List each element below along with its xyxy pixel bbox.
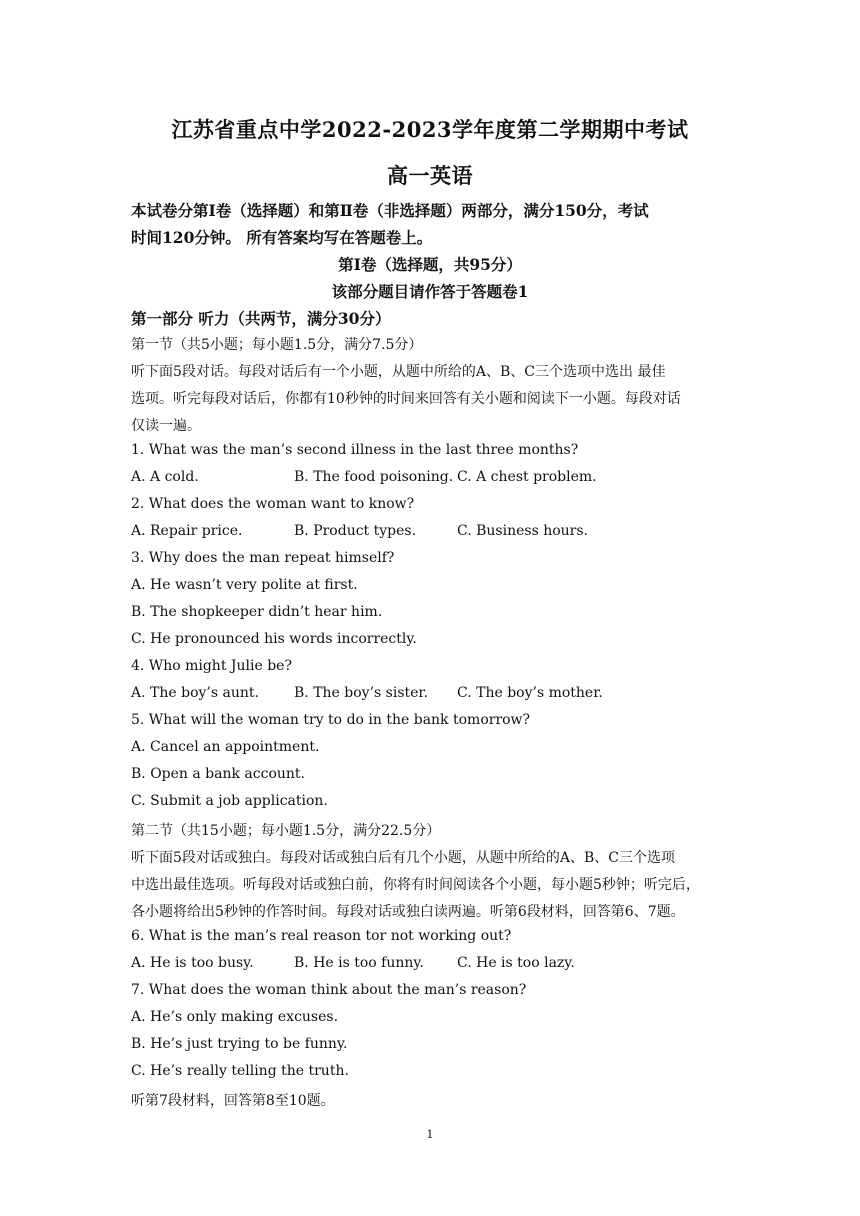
section2-directions-line: 各小题将给出5秒钟的作答时间。每段对话或独白读两遍。听第6段材料，回答第6、7题。 xyxy=(131,904,685,920)
question-7-option-a: A. He’s only making excuses. xyxy=(131,1009,339,1025)
question-4-option-c: C. The boy’s mother. xyxy=(457,685,603,701)
question-1-option-c: C. A chest problem. xyxy=(457,469,597,485)
page-number: 1 xyxy=(426,1128,434,1141)
question-2-option-b: B. Product types. xyxy=(294,523,417,539)
section1-heading: 第一节（共5小题；每小题1.5分，满分7.5分） xyxy=(131,337,423,353)
instructions-line-2: 时间120分钟。 所有答案均写在答题卷上。 xyxy=(131,228,433,247)
section1-directions-line: 仅读一遍。 xyxy=(131,418,201,434)
question-1: 1. What was the man’s second illness in the last three months? xyxy=(131,442,579,458)
question-3-option-c: C. He pronounced his words incorrectly. xyxy=(131,631,417,647)
exam-subject: 高一英语 xyxy=(387,163,473,188)
question-6-option-b: B. He is too funny. xyxy=(294,955,424,971)
question-3: 3. Why does the man repeat himself? xyxy=(131,550,395,566)
question-4: 4. Who might Julie be? xyxy=(131,658,292,674)
instructions-line-1: 本试卷分第Ⅰ卷（选择题）和第Ⅱ卷（非选择题）两部分，满分150分，考试 xyxy=(131,201,649,220)
question-3-option-b: B. The shopkeeper didn’t hear him. xyxy=(131,604,383,620)
question-5-option-b: B. Open a bank account. xyxy=(131,766,306,782)
section2-directions-line: 听下面5段对话或独白。每段对话或独白后有几个小题，从题中所给的A、B、C三个选项 xyxy=(131,850,676,866)
answer-sheet-note: 该部分题目请作答于答题卷1 xyxy=(331,282,529,301)
question-4-option-a: A. The boy’s aunt. xyxy=(131,685,259,701)
question-3-option-a: A. He wasn’t very polite at first. xyxy=(131,577,358,593)
question-6-option-c: C. He is too lazy. xyxy=(457,955,575,971)
question-7-option-b: B. He’s just trying to be funny. xyxy=(131,1036,348,1052)
section1-directions-line: 听下面5段对话。每段对话后有一个小题，从题中所给的A、B、C三个选项中选出 最佳 xyxy=(131,364,666,380)
question-6: 6. What is the man’s real reason tor not working out? xyxy=(131,928,512,944)
question-2: 2. What does the woman want to know? xyxy=(131,496,415,512)
question-2-option-a: A. Repair price. xyxy=(131,523,243,539)
question-5-option-c: C. Submit a job application. xyxy=(131,793,328,809)
question-1-option-b: B. The food poisoning. xyxy=(294,469,454,485)
section1-directions-line: 选项。听完每段对话后，你都有10秒钟的时间来回答有关小题和阅读下一小题。每段对话 xyxy=(131,391,681,407)
question-4-option-b: B. The boy’s sister. xyxy=(294,685,429,701)
question-5-option-a: A. Cancel an appointment. xyxy=(131,739,320,755)
part1-heading: 第一部分 听力（共两节，满分30分） xyxy=(131,309,391,328)
section2-directions-line: 中选出最佳选项。听每段对话或独白前，你将有时间阅读各个小题，每小题5秒钟；听完后， xyxy=(131,877,700,893)
material-7-note: 听第7段材料，回答第8至10题。 xyxy=(131,1093,335,1109)
volume-heading: 第Ⅰ卷（选择题，共95分） xyxy=(338,255,522,274)
section2-heading: 第二节（共15小题；每小题1.5分，满分22.5分） xyxy=(131,823,441,839)
question-2-option-c: C. Business hours. xyxy=(457,523,588,539)
question-7: 7. What does the woman think about the man’s reason? xyxy=(131,982,527,998)
question-7-option-c: C. He’s really telling the truth. xyxy=(131,1063,349,1079)
exam-title: 江苏省重点中学2022-2023学年度第二学期期中考试 xyxy=(171,117,689,142)
question-6-option-a: A. He is too busy. xyxy=(131,955,254,971)
question-5: 5. What will the woman try to do in the bank tomorrow? xyxy=(131,712,531,728)
question-1-option-a: A. A cold. xyxy=(131,469,199,485)
